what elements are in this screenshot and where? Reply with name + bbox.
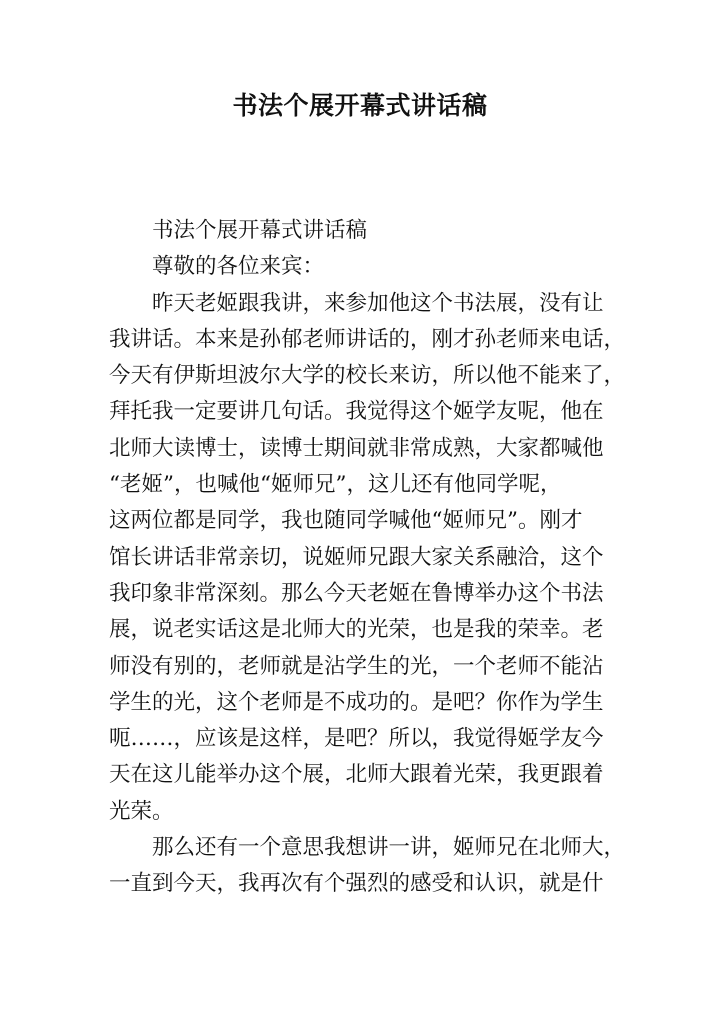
body-line: 我讲话。本来是孙郁老师讲话的，刚才孙老师来电话， [109, 326, 626, 352]
body-line: 拜托我一定要讲几句话。我觉得这个姬学友呢，他在 [109, 399, 604, 425]
body-line: 这两位都是同学，我也随同学喊他“姬师兄”。刚才 [109, 508, 583, 534]
document-body [109, 213, 626, 903]
body-line: 一直到今天，我再次有个强烈的感受和认识，就是什 [109, 871, 604, 897]
body-line: 尊敬的各位来宾： [152, 254, 325, 280]
body-line: 师没有别的，老师就是沾学生的光，一个老师不能沾 [109, 653, 604, 679]
body-line: 今天有伊斯坦波尔大学的校长来访，所以他不能来了， [109, 363, 626, 389]
body-line: 那么还有一个意思我想讲一讲，姬师兄在北师大， [152, 835, 626, 861]
body-line: 展，说老实话这是北师大的光荣，也是我的荣幸。老 [109, 617, 604, 643]
body-line: 北师大读博士，读博士期间就非常成熟，大家都喊他 [109, 435, 604, 461]
body-line: 呃……，应该是这样，是吧？所以，我觉得姬学友今 [109, 726, 604, 752]
body-line: 昨天老姬跟我讲，来参加他这个书法展，没有让 [152, 290, 604, 316]
body-line: 馆长讲话非常亲切，说姬师兄跟大家关系融洽，这个 [109, 544, 604, 570]
body-line: 书法个展开幕式讲话稿 [152, 218, 368, 243]
body-line: 学生的光，这个老师是不成功的。是吧？你作为学生 [109, 689, 604, 715]
body-line: 光荣。 [109, 798, 174, 824]
body-line: 天在这儿能举办这个展，北师大跟着光荣，我更跟着 [109, 762, 604, 788]
body-line: 我印象非常深刻。那么今天老姬在鲁博举办这个书法 [109, 580, 604, 606]
document-title: 书法个展开幕式讲话稿 [232, 91, 488, 120]
body-line: “老姬”，也喊他“姬师兄”，这儿还有他同学呢， [109, 472, 562, 498]
